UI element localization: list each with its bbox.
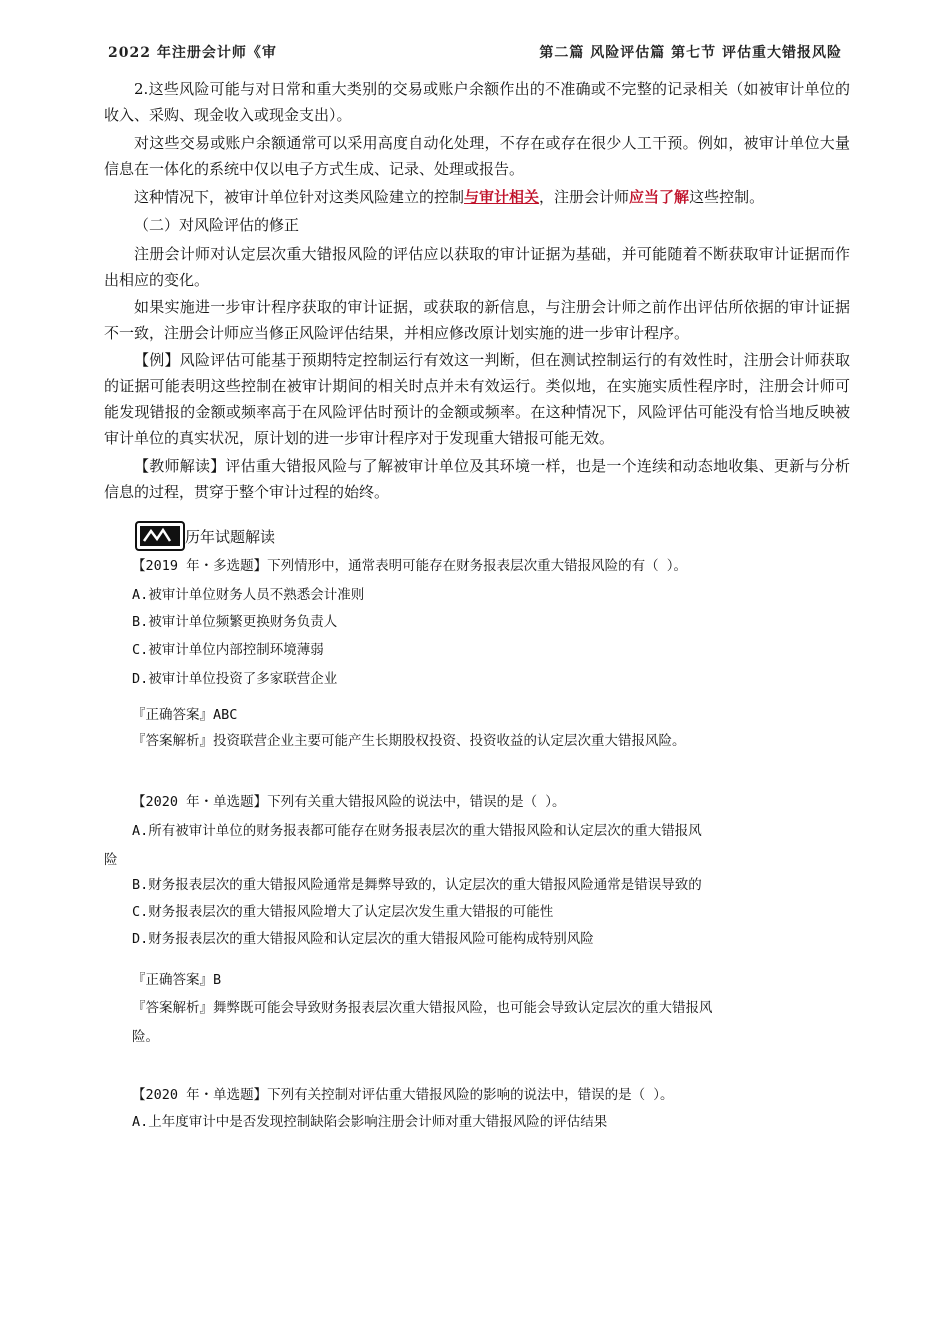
header-left: 2022 年注册会计师《审 xyxy=(108,45,277,61)
paragraph-2: 对这些交易或账户余额通常可以采用高度自动化处理，不存在或存在很少人工干预。例如，被审计单位大量信息在一体化的系统中仅以电子方式生成、记录、处理或报告。 xyxy=(104,134,850,178)
q1-answer: 『正确答案』ABC xyxy=(132,707,238,723)
exam-icon xyxy=(135,521,185,551)
paragraph-3-c: 这些控制。 xyxy=(689,188,765,206)
q3-option-a: A.上年度审计中是否发现控制缺陷会影响注册会计师对重大错报风险的评估结果 xyxy=(132,1114,608,1130)
highlight-should-understand: 应当了解 xyxy=(629,188,690,206)
q1-option-b: B.被审计单位频繁更换财务负责人 xyxy=(132,614,338,630)
q2-option-d: D.财务报表层次的重大错报风险和认定层次的重大错报风险可能构成特别风险 xyxy=(132,931,594,947)
q2-option-c: C.财务报表层次的重大错报风险增大了认定层次发生重大错报的可能性 xyxy=(132,904,554,920)
paragraph-3 xyxy=(104,184,850,210)
paragraph-6: 如果实施进一步审计程序获取的审计证据，或获取的新信息，与注册会计师之前作出评估所依据的审计证据不一致，注册会计师应当修正风险评估结果，并相应修改原计划实施的进一步审计程序。 xyxy=(104,298,850,342)
q2-option-a: A.所有被审计单位的财务报表都可能存在财务报表层次的重大错报风险和认定层次的重大错报风 xyxy=(132,823,702,839)
header-right: 第二篇 风险评估篇 第七节 评估重大错报风险 xyxy=(539,45,842,61)
q1-option-d: D.被审计单位投资了多家联营企业 xyxy=(132,671,338,687)
highlight-audit-relevant: 与审计相关 xyxy=(464,188,540,206)
q1-option-c: C.被审计单位内部控制环境薄弱 xyxy=(132,642,324,658)
q2-option-a-cont: 险 xyxy=(104,852,118,868)
q1-analysis: 『答案解析』投资联营企业主要可能产生长期股权投资、投资收益的认定层次重大错报风险。 xyxy=(132,733,686,749)
example-paragraph: 【例】风险评估可能基于预期特定控制运行有效这一判断，但在测试控制运行的有效性时，注册会计师获取的证据可能表明这些控制在被审计期间的相关时点并未有效运行。类似地，在实施实质性程序时，注册会计师可能发现错报的金额或频率高于在风险评估时预计的金额或频率。在这种情况下，风险评估可能没有恰当地反映被审计单位的真实状况，原计划的进一步审计程序对于发现重大错报可能无效。 xyxy=(104,351,850,447)
q2-analysis: 『答案解析』舞弊既可能会导致财务报表层次重大错报风险，也可能会导致认定层次的重大错报风 xyxy=(132,1000,713,1016)
q2-stem: 【2020 年・单选题】下列有关重大错报风险的说法中，错误的是（ ）。 xyxy=(132,794,566,810)
paragraph-1: 2.这些风险可能与对日常和重大类别的交易或账户余额作出的不准确或不完整的记录相关（如被审计单位的收入、采购、现金收入或现金支出）。 xyxy=(104,80,850,124)
paragraph-3-a: 这种情况下，被审计单位针对这类风险建立的控制 xyxy=(134,188,465,206)
paragraph-3-b: ，注册会计师 xyxy=(539,188,630,206)
q2-option-b: B.财务报表层次的重大错报风险通常是舞弊导致的，认定层次的重大错报风险通常是错误导致的 xyxy=(132,877,702,893)
page-header xyxy=(108,38,842,61)
q3-stem: 【2020 年・单选题】下列有关控制对评估重大错报风险的影响的说法中，错误的是（ ）。 xyxy=(132,1087,674,1103)
q2-analysis-cont: 险。 xyxy=(132,1029,159,1045)
q1-option-a: A.被审计单位财务人员不熟悉会计准则 xyxy=(132,587,365,603)
teacher-note: 【教师解读】评估重大错报风险与了解被审计单位及其环境一样，也是一个连续和动态地收集、更新与分析信息的过程，贯穿于整个审计过程的始终。 xyxy=(104,457,850,501)
subsection-heading: （二）对风险评估的修正 xyxy=(134,216,300,234)
section-title: 历年试题解读 xyxy=(185,528,276,546)
q2-answer: 『正确答案』B xyxy=(132,972,222,988)
paragraph-5: 注册会计师对认定层次重大错报风险的评估应以获取的审计证据为基础，并可能随着不断获取审计证据而作出相应的变化。 xyxy=(104,245,850,289)
q1-stem: 【2019 年・多选题】下列情形中，通常表明可能存在财务报表层次重大错报风险的有（ ）。 xyxy=(132,558,688,574)
